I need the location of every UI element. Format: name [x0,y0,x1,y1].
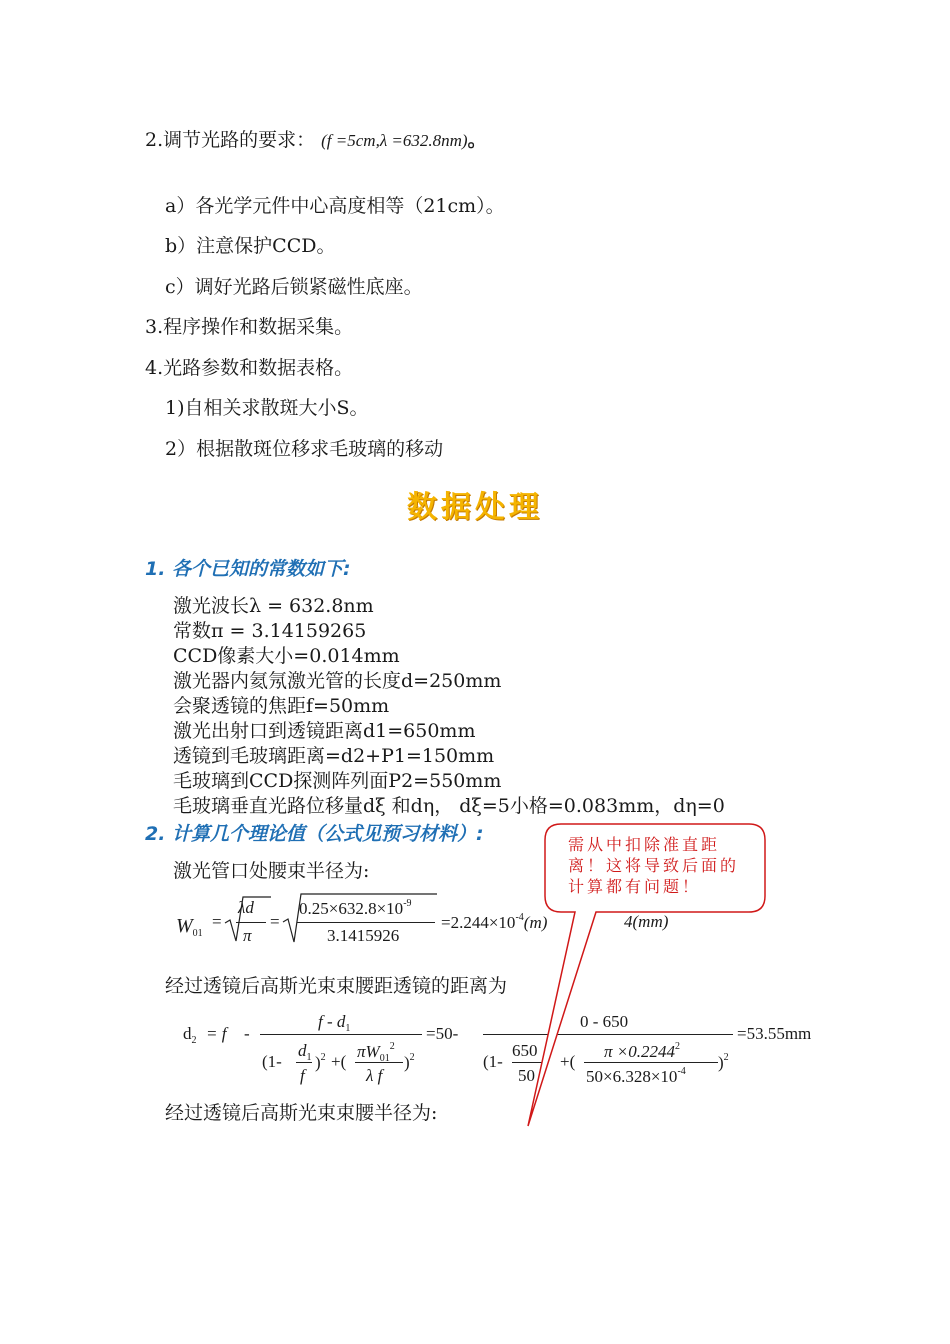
d2-num-val: 0 - 650 [580,1012,629,1031]
constant-item: 会聚透镜的焦距f=50mm [173,695,390,717]
constant-item: 常数π = 3.14159265 [173,620,367,642]
constant-item: 透镜到毛玻璃距离=d2+P1=150mm [173,745,495,767]
section-2-heading: 2. 计算几个理论值（公式见预习材料）: [145,823,484,845]
constant-item: CCD像素大小=0.014mm [173,645,400,667]
d2-val-den-open: (1- [483,1052,503,1071]
constant-item: 激光波长λ = 632.8nm [173,595,374,617]
w01-eq: = [212,912,222,931]
d2-eq50: =50- [426,1024,459,1043]
step-2b: b）注意保护CCD。 [165,235,336,257]
d2-eq: = f [206,1024,227,1043]
sqrt1-num: λd [238,898,254,917]
callout-text: 需从中扣除准直距离！这将导致后面的计算都有问题！ [568,835,740,896]
waist2-label: 经过透镜后高斯光束束腰半径为: [165,1102,438,1124]
step-2c: c）调好光路后锁紧磁性底座。 [165,276,423,298]
d2-den-f: f [300,1066,305,1085]
step-2-end: 。 [467,129,487,151]
w01-eq2: = [270,912,280,931]
d2-val-close: )$^2$ [718,1052,729,1072]
waist-label: 激光管口处腰束半径为: [173,860,370,882]
constant-item: 激光出射口到透镜距离d1=650mm [173,720,476,742]
d2-den-close: )$^2$ [404,1052,415,1072]
d2-den-lf: λ f [366,1066,383,1085]
step-4-1: 1)自相关求散斑大小S。 [165,397,369,419]
step-3: 3.程序操作和数据采集。 [145,316,354,338]
sqrt2-num: $0.25\times 632.8\times 10^{-9}$ [299,898,412,918]
d2-result: =53.55mm [737,1024,812,1043]
step-2-text: 2.调节光路的要求： [145,129,316,151]
w01-lhs: $W_{01}$ [176,915,203,939]
d2-val-plus: +( [560,1052,576,1071]
sqrt1-den: π [243,926,252,945]
constant-item: 毛玻璃垂直光路位移量dξ 和dη， dξ=5小格=0.083mm，dη=0 [173,795,725,817]
d2-val-650: 650 [512,1041,538,1060]
d2-den-open: (1- [262,1052,282,1071]
w01-result: $=2.244\times 10^{-4}(m)$ [441,912,548,932]
step-2-formula: (f =5cm,λ =632.8nm) [321,131,468,150]
d2-val-den: $50\times 6.328\times 10^{-4}$ [586,1066,686,1086]
w01-result-tail: 4(mm) [624,912,669,931]
d2-val-50: 50 [518,1066,535,1085]
distance-label: 经过透镜后高斯光束束腰距透镜的距离为 [165,975,508,997]
constant-item: 激光器内氦氖激光管的长度d=250mm [173,670,502,692]
d2-val-pi: $\pi \times 0.2244^2$ [604,1041,680,1061]
d2-den-plus: +( [331,1052,347,1071]
step-2a: a）各光学元件中心高度相等（21cm）。 [165,195,505,217]
d2-lhs: $d_2$ [183,1024,197,1046]
section-title: 数据处理 [407,490,543,525]
step-4: 4.光路参数和数据表格。 [145,357,354,379]
constant-item: 毛玻璃到CCD探测阵列面P2=550mm [173,770,502,792]
section-1-heading: 1. 各个已知的常数如下: [145,558,351,580]
d2-minus: - [244,1024,250,1043]
d2-den-sq: )$^2$ [315,1052,326,1072]
d2-frac-num: f - $d_1$ [318,1012,351,1034]
step-4-2: 2）根据散斑位移求毛玻璃的移动 [165,438,444,460]
d2-den-piw: $\pi W_{01}^2$ [357,1041,395,1064]
sqrt2-den: 3.1415926 [327,926,400,945]
d2-den-d1: $d_1$ [298,1041,312,1063]
